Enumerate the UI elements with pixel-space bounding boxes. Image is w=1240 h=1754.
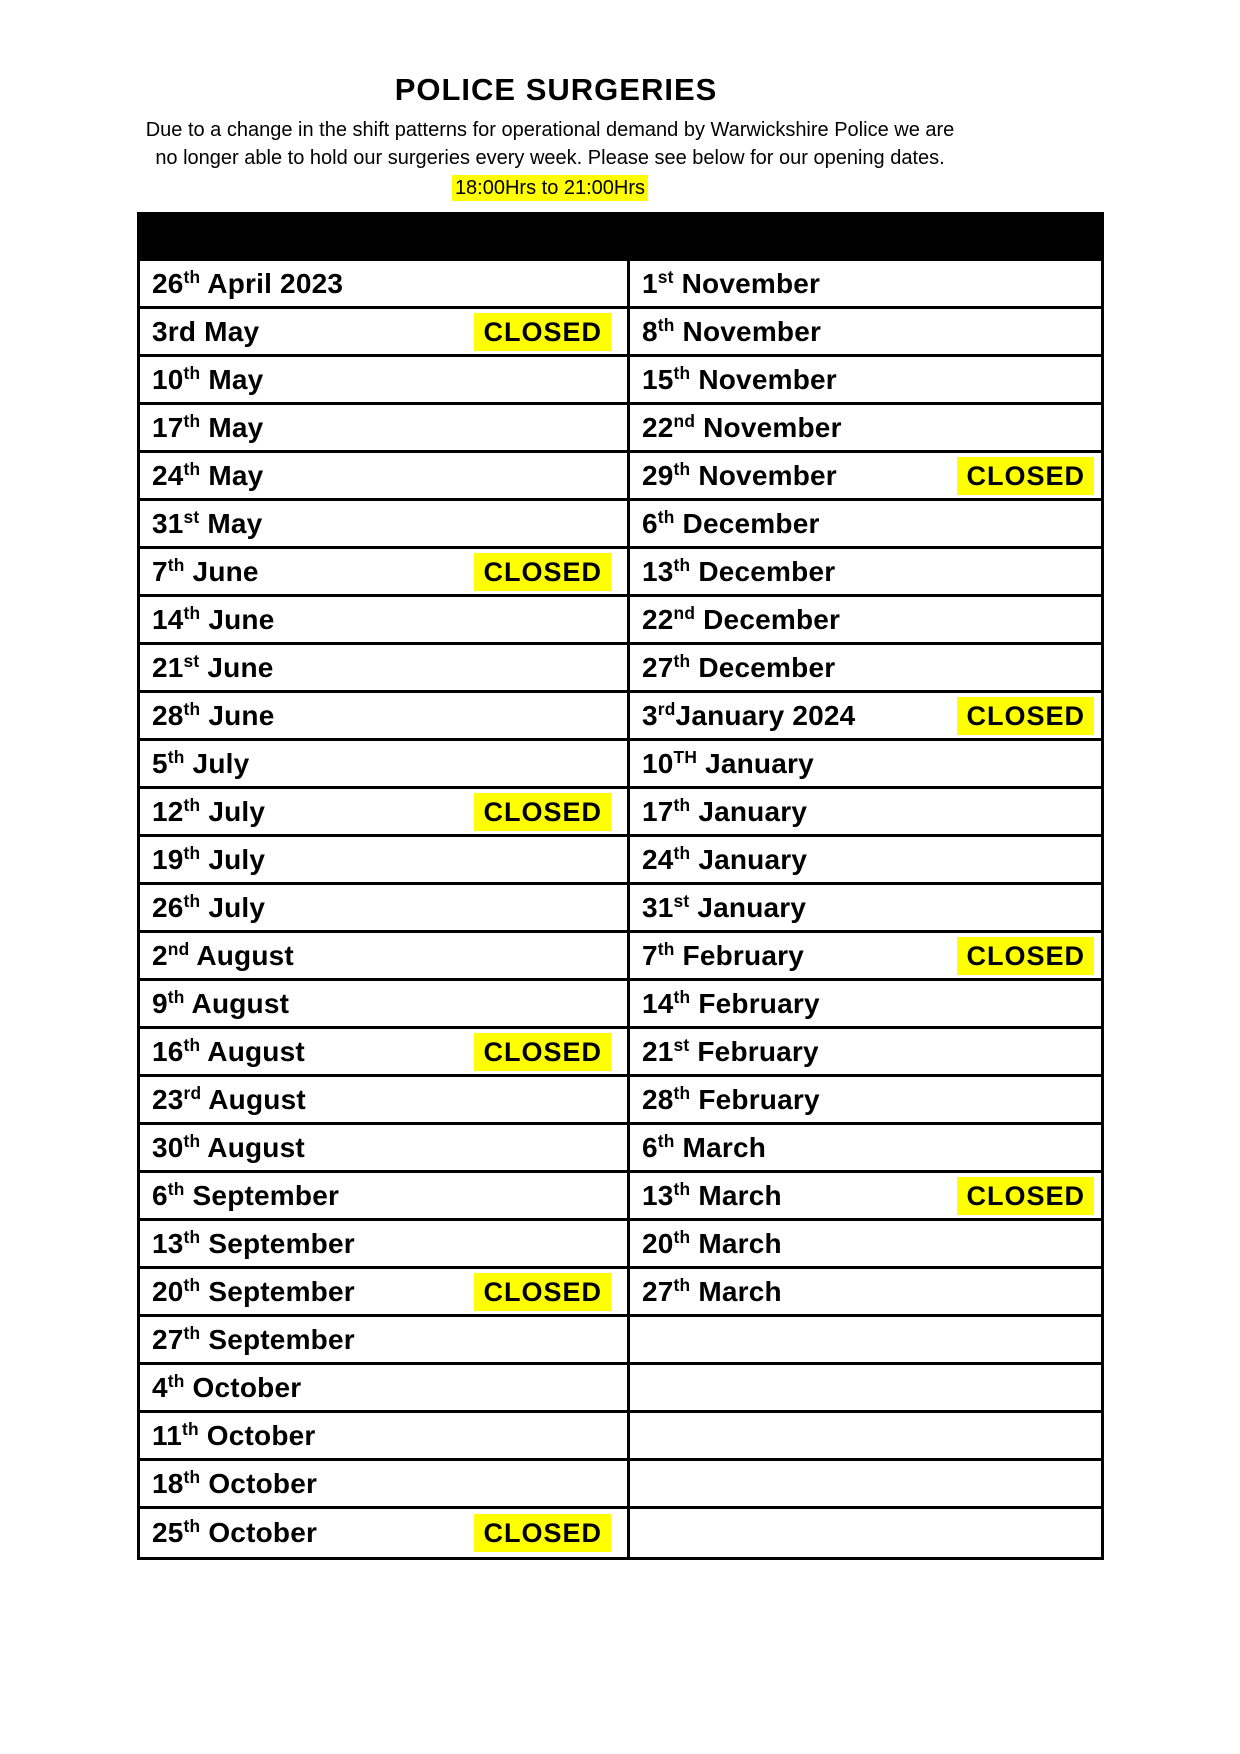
date-ordinal: th bbox=[657, 1130, 675, 1151]
date-month: December bbox=[674, 507, 820, 539]
date-ordinal: th bbox=[673, 458, 691, 479]
date-month: July bbox=[184, 747, 250, 779]
date-cell-right bbox=[630, 549, 1101, 594]
date-day: 11 bbox=[152, 1419, 182, 1451]
date-month: February bbox=[690, 987, 820, 1019]
date-cell-left bbox=[140, 981, 630, 1026]
date-month: June bbox=[184, 555, 259, 587]
date-cell-right bbox=[630, 1317, 1101, 1362]
date-month: October bbox=[184, 1371, 302, 1403]
date-text bbox=[642, 364, 837, 396]
date-ordinal: th bbox=[673, 842, 691, 863]
date-day: 27 bbox=[642, 1275, 674, 1307]
date-text bbox=[152, 892, 265, 924]
date-ordinal: th bbox=[183, 266, 201, 287]
date-cell-right bbox=[630, 1413, 1101, 1458]
date-text bbox=[642, 268, 820, 300]
date-ordinal: th bbox=[657, 938, 675, 959]
date-month: May bbox=[200, 411, 264, 443]
date-day: 1 bbox=[642, 267, 658, 299]
date-ordinal: st bbox=[673, 890, 690, 911]
date-day: 17 bbox=[152, 411, 184, 443]
table-row bbox=[140, 1125, 1101, 1173]
date-text bbox=[642, 940, 804, 972]
date-month: August bbox=[200, 1035, 305, 1067]
date-cell-right bbox=[630, 405, 1101, 450]
closed-badge: CLOSED bbox=[957, 937, 1094, 975]
date-text bbox=[642, 1132, 766, 1164]
date-day: 3rd bbox=[152, 315, 197, 347]
date-cell-right bbox=[630, 741, 1101, 786]
table-row bbox=[140, 1173, 1101, 1221]
date-cell-left bbox=[140, 885, 630, 930]
date-text bbox=[642, 460, 837, 492]
date-month: December bbox=[690, 651, 836, 683]
date-cell-right bbox=[630, 645, 1101, 690]
date-ordinal: th bbox=[167, 1370, 185, 1391]
date-ordinal: nd bbox=[167, 938, 190, 959]
date-cell-left bbox=[140, 405, 630, 450]
date-month: September bbox=[184, 1179, 340, 1211]
date-text bbox=[152, 556, 259, 588]
date-day: 3 bbox=[642, 699, 658, 731]
date-cell-left bbox=[140, 453, 630, 498]
date-cell-left bbox=[140, 549, 630, 594]
date-ordinal: th bbox=[673, 986, 691, 1007]
date-ordinal: th bbox=[167, 1178, 185, 1199]
date-month: July bbox=[200, 843, 266, 875]
table-row bbox=[140, 1461, 1101, 1509]
date-day: 28 bbox=[152, 699, 184, 731]
date-day: 20 bbox=[152, 1275, 184, 1307]
date-day: 22 bbox=[642, 603, 674, 635]
date-text bbox=[152, 268, 343, 300]
date-day: 2 bbox=[152, 939, 168, 971]
date-cell-left bbox=[140, 933, 630, 978]
date-day: 10 bbox=[642, 747, 674, 779]
date-ordinal: th bbox=[183, 362, 201, 383]
date-text bbox=[152, 1084, 306, 1116]
date-month: July bbox=[200, 891, 266, 923]
date-month: November bbox=[673, 267, 821, 299]
date-ordinal: th bbox=[183, 890, 201, 911]
date-text bbox=[152, 316, 259, 348]
date-text bbox=[152, 412, 263, 444]
date-ordinal: th bbox=[183, 1466, 201, 1487]
table-row bbox=[140, 837, 1101, 885]
table-row bbox=[140, 1509, 1101, 1557]
date-month: January bbox=[690, 795, 808, 827]
date-day: 16 bbox=[152, 1035, 184, 1067]
date-ordinal: rd bbox=[657, 698, 676, 719]
date-ordinal: th bbox=[183, 410, 201, 431]
date-cell-left bbox=[140, 261, 630, 306]
date-cell-left bbox=[140, 1413, 630, 1458]
date-cell-right bbox=[630, 1269, 1101, 1314]
date-day: 5 bbox=[152, 747, 168, 779]
date-day: 12 bbox=[152, 795, 184, 827]
date-ordinal: th bbox=[673, 1226, 691, 1247]
date-day: 17 bbox=[642, 795, 674, 827]
closed-badge: CLOSED bbox=[474, 793, 611, 831]
date-cell-right bbox=[630, 453, 1101, 498]
date-text bbox=[642, 1228, 782, 1260]
date-day: 6 bbox=[642, 507, 658, 539]
closed-badge: CLOSED bbox=[474, 1033, 611, 1071]
date-month: October bbox=[200, 1467, 318, 1499]
date-text bbox=[152, 1036, 305, 1068]
date-day: 6 bbox=[152, 1179, 168, 1211]
date-day: 20 bbox=[642, 1227, 674, 1259]
date-day: 31 bbox=[642, 891, 674, 923]
date-text bbox=[152, 1517, 317, 1549]
date-ordinal: th bbox=[183, 842, 201, 863]
date-ordinal: th bbox=[183, 1322, 201, 1343]
date-text bbox=[152, 652, 274, 684]
date-month: May bbox=[199, 507, 263, 539]
table-row bbox=[140, 981, 1101, 1029]
date-text bbox=[152, 1180, 339, 1212]
date-month: August bbox=[184, 987, 290, 1019]
closed-badge: CLOSED bbox=[957, 457, 1094, 495]
date-cell-left bbox=[140, 1461, 630, 1506]
date-cell-left bbox=[140, 501, 630, 546]
date-cell-left bbox=[140, 645, 630, 690]
table-row bbox=[140, 693, 1101, 741]
date-ordinal: th bbox=[182, 1418, 199, 1439]
table-row bbox=[140, 1269, 1101, 1317]
date-day: 26 bbox=[152, 891, 184, 923]
date-day: 9 bbox=[152, 987, 168, 1019]
date-month: February bbox=[689, 1035, 819, 1067]
date-day: 18 bbox=[152, 1467, 184, 1499]
date-text bbox=[152, 1372, 301, 1404]
date-cell-right bbox=[630, 885, 1101, 930]
date-cell-left bbox=[140, 1365, 630, 1410]
table-row bbox=[140, 933, 1101, 981]
date-month: January bbox=[690, 843, 808, 875]
date-text bbox=[642, 748, 814, 780]
hours-badge: 18:00Hrs to 21:00Hrs bbox=[452, 175, 648, 201]
date-month: July bbox=[200, 795, 266, 827]
date-ordinal: nd bbox=[673, 602, 696, 623]
date-cell-left bbox=[140, 1077, 630, 1122]
date-text bbox=[152, 988, 289, 1020]
date-month: April 2023 bbox=[200, 267, 344, 299]
date-month: May bbox=[200, 363, 264, 395]
date-day: 28 bbox=[642, 1083, 674, 1115]
date-month: January bbox=[689, 891, 807, 923]
date-month: March bbox=[690, 1227, 782, 1259]
date-day: 13 bbox=[152, 1227, 184, 1259]
table-row bbox=[140, 1413, 1101, 1461]
closed-badge: CLOSED bbox=[474, 553, 611, 591]
date-text bbox=[152, 1132, 305, 1164]
date-day: 30 bbox=[152, 1131, 184, 1163]
date-month: May bbox=[196, 315, 260, 347]
date-month: September bbox=[200, 1227, 355, 1259]
date-cell-right bbox=[630, 789, 1101, 834]
date-ordinal: th bbox=[183, 1034, 201, 1055]
closed-badge: CLOSED bbox=[474, 1514, 611, 1552]
date-cell-right bbox=[630, 357, 1101, 402]
date-text bbox=[642, 844, 807, 876]
date-month: June bbox=[200, 699, 275, 731]
date-text bbox=[152, 508, 262, 540]
date-ordinal: th bbox=[183, 698, 201, 719]
date-day: 22 bbox=[642, 411, 674, 443]
date-ordinal: st bbox=[673, 1034, 690, 1055]
date-ordinal: nd bbox=[673, 410, 696, 431]
date-cell-left bbox=[140, 1509, 630, 1557]
date-day: 7 bbox=[642, 939, 658, 971]
date-ordinal: th bbox=[673, 1178, 691, 1199]
date-day: 23 bbox=[152, 1083, 184, 1115]
date-text bbox=[642, 316, 821, 348]
date-month: February bbox=[690, 1083, 820, 1115]
date-ordinal: st bbox=[657, 266, 674, 287]
date-text bbox=[642, 892, 806, 924]
date-day: 4 bbox=[152, 1371, 168, 1403]
date-text bbox=[152, 796, 265, 828]
date-cell-right bbox=[630, 933, 1101, 978]
date-day: 21 bbox=[152, 651, 184, 683]
date-cell-right bbox=[630, 501, 1101, 546]
date-day: 21 bbox=[642, 1035, 674, 1067]
date-text bbox=[152, 1468, 317, 1500]
date-text bbox=[642, 700, 855, 732]
date-day: 7 bbox=[152, 555, 168, 587]
date-cell-left bbox=[140, 741, 630, 786]
date-text bbox=[152, 1420, 316, 1452]
date-text bbox=[642, 508, 820, 540]
date-text bbox=[642, 604, 840, 636]
date-month: August bbox=[200, 1131, 305, 1163]
date-text bbox=[152, 1228, 355, 1260]
date-day: 13 bbox=[642, 1179, 674, 1211]
intro-line-2: no longer able to hold our surgeries every week. Please see below for our opening dates. bbox=[155, 147, 945, 169]
date-day: 8 bbox=[642, 315, 658, 347]
date-day: 24 bbox=[152, 459, 184, 491]
date-ordinal: th bbox=[183, 1274, 201, 1295]
table-header-bar bbox=[137, 212, 1104, 261]
page-title: POLICE SURGERIES bbox=[394, 72, 718, 107]
date-day: 13 bbox=[642, 555, 674, 587]
date-month: January bbox=[697, 747, 814, 779]
date-ordinal: th bbox=[673, 650, 691, 671]
table-row bbox=[140, 1029, 1101, 1077]
date-cell-left bbox=[140, 1221, 630, 1266]
closed-badge: CLOSED bbox=[957, 1177, 1094, 1215]
date-text bbox=[642, 1180, 782, 1212]
date-cell-right bbox=[630, 261, 1101, 306]
date-cell-right bbox=[630, 1077, 1101, 1122]
table-row bbox=[140, 357, 1101, 405]
date-cell-right bbox=[630, 693, 1101, 738]
date-text bbox=[642, 556, 835, 588]
date-text bbox=[642, 988, 820, 1020]
date-month: August bbox=[189, 939, 294, 971]
date-month: March bbox=[690, 1275, 782, 1307]
date-ordinal: st bbox=[183, 650, 200, 671]
date-month: September bbox=[200, 1275, 355, 1307]
date-month: March bbox=[674, 1131, 767, 1163]
date-day: 27 bbox=[642, 651, 674, 683]
date-month: December bbox=[695, 603, 841, 635]
table-row bbox=[140, 885, 1101, 933]
date-month: October bbox=[200, 1517, 318, 1548]
date-cell-right bbox=[630, 597, 1101, 642]
date-cell-right bbox=[630, 981, 1101, 1026]
date-ordinal: th bbox=[673, 1082, 691, 1103]
date-month: June bbox=[200, 603, 275, 635]
date-text bbox=[152, 844, 265, 876]
date-month: December bbox=[690, 555, 836, 587]
closed-badge: CLOSED bbox=[957, 697, 1094, 735]
date-ordinal: th bbox=[673, 362, 691, 383]
date-ordinal: rd bbox=[183, 1082, 202, 1103]
hours-line bbox=[110, 175, 990, 201]
date-text bbox=[642, 412, 842, 444]
date-ordinal: th bbox=[657, 314, 675, 335]
date-text bbox=[642, 1036, 819, 1068]
table-row bbox=[140, 501, 1101, 549]
date-ordinal: th bbox=[167, 554, 185, 575]
date-ordinal: th bbox=[183, 602, 201, 623]
date-cell-right bbox=[630, 309, 1101, 354]
date-cell-right bbox=[630, 837, 1101, 882]
date-ordinal: th bbox=[183, 794, 201, 815]
date-cell-right bbox=[630, 1509, 1101, 1557]
date-month: March bbox=[690, 1179, 782, 1211]
date-ordinal: th bbox=[183, 1130, 201, 1151]
surgery-dates-table bbox=[137, 261, 1104, 1560]
table-row bbox=[140, 549, 1101, 597]
date-cell-right bbox=[630, 1125, 1101, 1170]
date-day: 14 bbox=[642, 987, 674, 1019]
date-ordinal: th bbox=[183, 1516, 201, 1537]
date-ordinal: th bbox=[183, 458, 201, 479]
date-month: November bbox=[674, 315, 822, 347]
date-text bbox=[152, 364, 263, 396]
date-month: November bbox=[695, 411, 842, 443]
intro-text bbox=[110, 116, 990, 172]
date-text bbox=[642, 652, 835, 684]
date-day: 6 bbox=[642, 1131, 658, 1163]
date-text bbox=[152, 1324, 355, 1356]
date-cell-left bbox=[140, 837, 630, 882]
table-row bbox=[140, 1221, 1101, 1269]
table-row bbox=[140, 261, 1101, 309]
date-month: January 2024 bbox=[675, 699, 856, 731]
date-day: 26 bbox=[152, 267, 184, 299]
date-cell-right bbox=[630, 1221, 1101, 1266]
date-ordinal: th bbox=[167, 746, 185, 767]
date-text bbox=[152, 460, 263, 492]
date-day: 29 bbox=[642, 459, 674, 491]
date-ordinal: th bbox=[673, 1274, 691, 1295]
table-row bbox=[140, 645, 1101, 693]
date-text bbox=[152, 604, 274, 636]
date-month: June bbox=[199, 651, 274, 683]
date-day: 31 bbox=[152, 507, 184, 539]
date-month: September bbox=[200, 1323, 355, 1355]
date-text bbox=[152, 940, 294, 972]
date-ordinal: th bbox=[183, 1226, 201, 1247]
date-cell-left bbox=[140, 1173, 630, 1218]
date-day: 14 bbox=[152, 603, 184, 635]
date-ordinal: TH bbox=[673, 746, 698, 767]
intro-line-1: Due to a change in the shift patterns for operational demand by Warwickshire Police we are bbox=[145, 119, 955, 141]
date-month: October bbox=[198, 1419, 316, 1451]
date-cell-right bbox=[630, 1173, 1101, 1218]
date-cell-left bbox=[140, 1269, 630, 1314]
date-day: 25 bbox=[152, 1517, 184, 1548]
date-cell-left bbox=[140, 309, 630, 354]
date-cell-left bbox=[140, 1317, 630, 1362]
table-row bbox=[140, 453, 1101, 501]
date-day: 15 bbox=[642, 363, 674, 395]
table-row bbox=[140, 405, 1101, 453]
date-ordinal: st bbox=[183, 506, 200, 527]
date-month: August bbox=[201, 1083, 306, 1115]
date-cell-left bbox=[140, 789, 630, 834]
date-cell-right bbox=[630, 1365, 1101, 1410]
date-cell-right bbox=[630, 1461, 1101, 1506]
date-text bbox=[642, 1084, 820, 1116]
date-ordinal: th bbox=[673, 794, 691, 815]
table-row bbox=[140, 1365, 1101, 1413]
date-text bbox=[642, 1276, 782, 1308]
date-ordinal: th bbox=[673, 554, 691, 575]
date-text bbox=[152, 1276, 355, 1308]
closed-badge: CLOSED bbox=[474, 1273, 611, 1311]
date-cell-left bbox=[140, 357, 630, 402]
date-ordinal: th bbox=[167, 986, 185, 1007]
table-row bbox=[140, 1317, 1101, 1365]
date-day: 19 bbox=[152, 843, 184, 875]
date-day: 24 bbox=[642, 843, 674, 875]
date-day: 27 bbox=[152, 1323, 184, 1355]
date-cell-left bbox=[140, 1125, 630, 1170]
date-text bbox=[152, 748, 249, 780]
table-row bbox=[140, 309, 1101, 357]
date-text bbox=[152, 700, 274, 732]
date-cell-right bbox=[630, 1029, 1101, 1074]
table-row bbox=[140, 1077, 1101, 1125]
date-text bbox=[642, 796, 807, 828]
date-cell-left bbox=[140, 597, 630, 642]
date-cell-left bbox=[140, 693, 630, 738]
date-cell-left bbox=[140, 1029, 630, 1074]
closed-badge: CLOSED bbox=[474, 313, 611, 351]
date-month: November bbox=[690, 363, 837, 395]
table-row bbox=[140, 741, 1101, 789]
table-row bbox=[140, 789, 1101, 837]
date-ordinal: th bbox=[657, 506, 675, 527]
date-month: May bbox=[200, 459, 264, 491]
date-month: November bbox=[690, 459, 837, 491]
date-day: 10 bbox=[152, 363, 184, 395]
date-month: February bbox=[674, 939, 804, 971]
table-row bbox=[140, 597, 1101, 645]
